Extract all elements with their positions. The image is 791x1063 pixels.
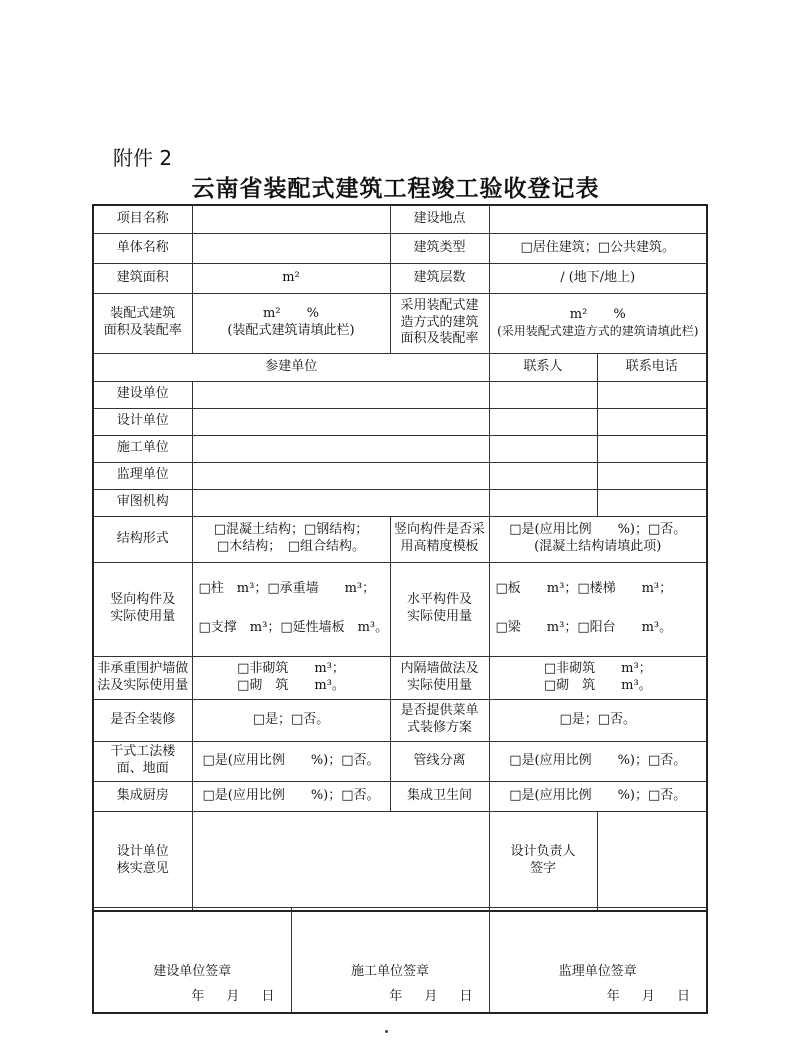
row-dry-floor xyxy=(93,741,707,781)
row-prefab xyxy=(93,293,707,353)
unit-contact[interactable] xyxy=(489,489,597,516)
contact-header: 联系人 xyxy=(489,353,597,381)
unit-label: 审图机构 xyxy=(93,489,192,516)
design-opinion-value[interactable] xyxy=(192,811,489,911)
structure-options-l1: □混凝土结构；□钢结构； xyxy=(213,522,369,538)
unit-phone[interactable] xyxy=(597,489,707,516)
prefab-area-label-l1: 装配式建筑 xyxy=(110,306,176,322)
kitchen-label: 集成厨房 xyxy=(93,781,192,811)
design-opinion-label-l1: 设计单位 xyxy=(116,843,169,859)
unit-contact[interactable] xyxy=(489,381,597,408)
design-sign-value[interactable] xyxy=(597,811,707,911)
phone-header: 联系电话 xyxy=(597,353,707,381)
unit-phone[interactable] xyxy=(597,462,707,489)
horizontal-components-label-l1: 水平构件及 xyxy=(406,592,472,608)
attachment-label: 附件 2 xyxy=(113,146,173,170)
horizontal-components-options[interactable] xyxy=(489,562,707,656)
build-location-label: 建设地点 xyxy=(390,205,489,233)
unit-label: 监理单位 xyxy=(93,462,192,489)
kitchen-options[interactable]: □是(应用比例 %)；□否。 xyxy=(192,781,390,811)
vertical-components-options-l1: □柱 m³；□承重墙 m³； xyxy=(198,581,376,597)
build-location-value[interactable] xyxy=(489,205,707,233)
partition-options[interactable] xyxy=(489,656,707,699)
prefab-method-unit: m² % xyxy=(569,306,626,322)
pipe-separation-options[interactable]: □是(应用比例 %)；□否。 xyxy=(489,741,707,781)
vertical-components-options-l2: □支撑 m³；□延性墙板 m³。 xyxy=(198,620,389,635)
design-opinion-label xyxy=(93,811,192,911)
design-opinion-label-l2: 核实意见 xyxy=(116,860,169,876)
vertical-formwork-label-l2: 用高精度模板 xyxy=(400,539,479,554)
signature-supervision[interactable] xyxy=(489,908,707,1013)
signature-date: 年 月 日 xyxy=(606,988,690,1004)
row-signatures xyxy=(93,908,707,1013)
unit-phone[interactable] xyxy=(597,408,707,435)
bathroom-label: 集成卫生间 xyxy=(390,781,489,811)
signature-title: 施工单位签章 xyxy=(350,963,429,979)
building-type-label: 建筑类型 xyxy=(390,233,489,263)
structure-options[interactable] xyxy=(192,516,390,562)
design-sign-label xyxy=(489,811,597,911)
prefab-method-label xyxy=(390,293,489,353)
unit-value[interactable] xyxy=(192,489,489,516)
prefab-area-unit: m² % xyxy=(263,306,319,322)
menu-decoration-label-l1: 是否提供菜单 xyxy=(400,703,479,719)
building-area-label: 建筑面积 xyxy=(93,263,192,293)
unit-label: 设计单位 xyxy=(93,408,192,435)
vertical-formwork-options[interactable] xyxy=(489,516,707,562)
prefab-area-label xyxy=(93,293,192,353)
full-decoration-options[interactable]: □是；□否。 xyxy=(192,699,390,741)
prefab-method-value[interactable] xyxy=(489,293,707,353)
vertical-formwork-label-l1: 竖向构件是否采 xyxy=(393,522,485,538)
form-title: 云南省装配式建筑工程竣工验收登记表 xyxy=(191,175,600,202)
row-unit xyxy=(93,233,707,263)
row-unit-construction xyxy=(93,381,707,408)
partition-options-l2: □砌 筑 m³。 xyxy=(543,677,652,693)
row-design-opinion xyxy=(93,811,707,911)
prefab-method-note: (采用装配式建造方式的建筑请填此栏) xyxy=(497,323,699,338)
vertical-components-label-l1: 竖向构件及 xyxy=(110,592,176,608)
floors-label: 建筑层数 xyxy=(390,263,489,293)
unit-value[interactable] xyxy=(192,381,489,408)
signature-table xyxy=(92,907,708,1014)
unit-name-value[interactable] xyxy=(192,233,390,263)
row-components xyxy=(93,562,707,656)
unit-contact[interactable] xyxy=(489,435,597,462)
participants-header: 参建单位 xyxy=(93,353,489,381)
structure-options-l2: □木结构； □组合结构。 xyxy=(216,539,366,554)
unit-value[interactable] xyxy=(192,462,489,489)
unit-contact[interactable] xyxy=(489,408,597,435)
vertical-components-label xyxy=(93,562,192,656)
row-area xyxy=(93,263,707,293)
prefab-area-label-l2: 面积及装配率 xyxy=(103,323,182,338)
partition-label-l1: 内隔墙做法及 xyxy=(400,660,479,676)
nonload-wall-options-l2: □砌 筑 m³。 xyxy=(237,677,345,693)
nonload-wall-options-l1: □非砌筑 m³； xyxy=(237,660,345,676)
row-unit-review xyxy=(93,489,707,516)
signature-title: 建设单位签章 xyxy=(153,963,232,979)
signature-date: 年 月 日 xyxy=(191,988,275,1004)
row-participants-header xyxy=(93,353,707,381)
project-name-value[interactable] xyxy=(192,205,390,233)
menu-decoration-options[interactable]: □是；□否。 xyxy=(489,699,707,741)
nonload-wall-label xyxy=(93,656,192,699)
building-type-options[interactable]: □居住建筑；□公共建筑。 xyxy=(489,233,707,263)
unit-label: 建设单位 xyxy=(93,381,192,408)
row-unit-design xyxy=(93,408,707,435)
unit-label: 施工单位 xyxy=(93,435,192,462)
vertical-formwork-options-l2: (混凝土结构请填此项) xyxy=(534,539,662,554)
nonload-wall-label-l1: 非承重围护墙做 xyxy=(97,660,189,676)
partition-label-l2: 实际使用量 xyxy=(406,677,472,693)
unit-phone[interactable] xyxy=(597,381,707,408)
nonload-wall-label-l2: 法及实际使用量 xyxy=(97,677,189,693)
row-project xyxy=(93,205,707,233)
prefab-method-label-l2: 造方式的建筑 xyxy=(400,314,479,330)
signature-construction[interactable] xyxy=(93,908,291,1013)
unit-phone[interactable] xyxy=(597,435,707,462)
menu-decoration-label-l2: 式装修方案 xyxy=(406,720,472,735)
horizontal-components-label-l2: 实际使用量 xyxy=(406,609,472,624)
prefab-method-label-l1: 采用装配式建 xyxy=(400,297,479,313)
registration-form xyxy=(92,204,708,912)
building-area-value[interactable]: m² xyxy=(192,263,390,293)
full-decoration-label: 是否全装修 xyxy=(93,699,192,741)
dry-floor-label-l2: 面、地面 xyxy=(116,761,169,776)
unit-name-label: 单体名称 xyxy=(93,233,192,263)
structure-label: 结构形式 xyxy=(93,516,192,562)
row-unit-supervision xyxy=(93,462,707,489)
prefab-area-note: (装配式建筑请填此栏) xyxy=(227,323,355,338)
bathroom-options[interactable]: □是(应用比例 %)；□否。 xyxy=(489,781,707,811)
signature-title: 监理单位签章 xyxy=(558,963,637,979)
row-walls xyxy=(93,656,707,699)
nonload-wall-options[interactable] xyxy=(192,656,390,699)
row-structure xyxy=(93,516,707,562)
row-unit-builder xyxy=(93,435,707,462)
scan-speck xyxy=(385,1030,388,1033)
menu-decoration-label xyxy=(390,699,489,741)
pipe-separation-label: 管线分离 xyxy=(390,741,489,781)
vertical-components-label-l2: 实际使用量 xyxy=(110,609,176,624)
project-name-label: 项目名称 xyxy=(93,205,192,233)
unit-contact[interactable] xyxy=(489,462,597,489)
prefab-area-value[interactable] xyxy=(192,293,390,353)
signature-date: 年 月 日 xyxy=(389,988,473,1004)
floors-value[interactable]: / (地下/地上) xyxy=(489,263,707,293)
dry-floor-label xyxy=(93,741,192,781)
prefab-method-label-l3: 面积及装配率 xyxy=(400,331,479,347)
signature-builder[interactable] xyxy=(291,908,489,1013)
dry-floor-label-l1: 干式工法楼 xyxy=(110,744,176,760)
row-decoration xyxy=(93,699,707,741)
partition-options-l1: □非砌筑 m³； xyxy=(543,660,652,676)
vertical-components-options[interactable] xyxy=(192,562,390,656)
unit-value[interactable] xyxy=(192,435,489,462)
dry-floor-options[interactable]: □是(应用比例 %)；□否。 xyxy=(192,741,390,781)
vertical-formwork-options-l1: □是(应用比例 %)；□否。 xyxy=(509,522,687,538)
vertical-formwork-label xyxy=(390,516,489,562)
horizontal-components-label xyxy=(390,562,489,656)
design-sign-label-l2: 签字 xyxy=(529,860,556,876)
horizontal-components-options-l2: □梁 m³；□阳台 m³。 xyxy=(495,620,673,635)
partition-label xyxy=(390,656,489,699)
horizontal-components-options-l1: □板 m³；□楼梯 m³； xyxy=(495,581,673,597)
design-sign-label-l1: 设计负责人 xyxy=(510,843,576,859)
row-kitchen xyxy=(93,781,707,811)
unit-value[interactable] xyxy=(192,408,489,435)
